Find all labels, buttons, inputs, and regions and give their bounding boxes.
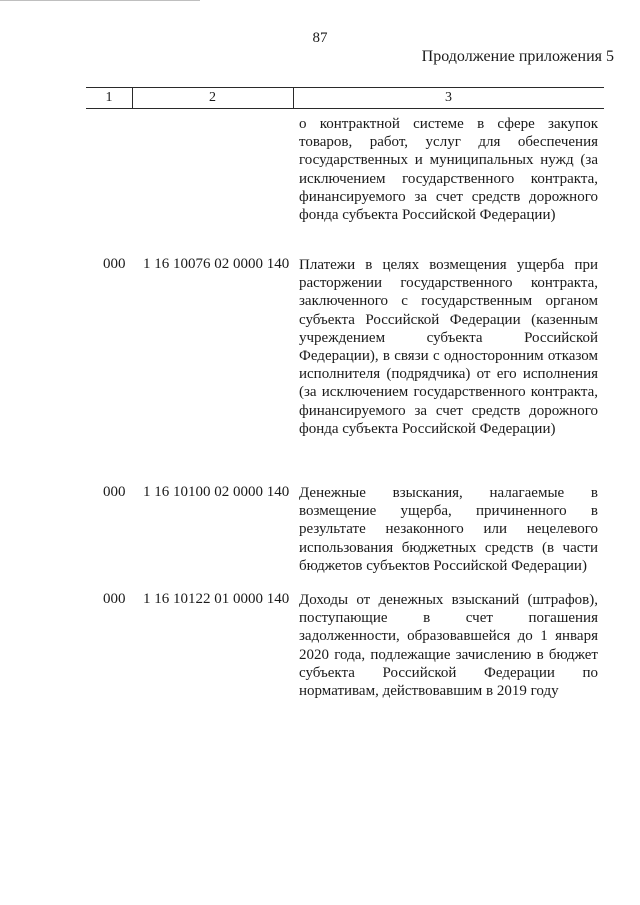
- admin-code: 000: [103, 591, 126, 607]
- column-header-2: 2: [209, 90, 216, 105]
- revenue-description: Доходы от денежных взысканий (штрафов), поступающие в счет погашения задолженности, образовавшейся до 1 января 2020 года, подлежащие зачислению в бюджет субъекта Российской Федерации по нормативам, действовавшим в 2019 году: [299, 592, 598, 700]
- admin-code: 000: [103, 484, 126, 500]
- column-header-3: 3: [445, 90, 452, 105]
- revenue-description: Денежные взыскания, налагаемые в возмещение ущерба, причиненного в результате незаконного или нецелевого использования бюджетных средств (в части бюджетов субъектов Российской Федерации): [299, 485, 598, 574]
- revenue-code: 1 16 10122 01 0000 140: [143, 591, 290, 607]
- continued-description: о контрактной системе в сфере закупок товаров, работ, услуг для обеспечения государственных и муниципальных нужд (за исключением государственного контракта, финансируемого за счет средств дорожного фонда субъекта Российской Федерации): [299, 116, 598, 224]
- revenue-description: Платежи в целях возмещения ущерба при расторжении государственного контракта, заключенного с государственным органом субъекта Российской Федерации (казенным учреждением субъекта Российской Федерации), в связи с односторонним отказом исполнителя (подрядчика) от его исполнения (за исключением государственного контракта, финансируемого за счет средств дорожного фонда субъекта Российской Федерации): [299, 257, 598, 437]
- revenue-code: 1 16 10100 02 0000 140: [143, 484, 290, 500]
- table-header-row: [86, 87, 604, 109]
- appendix-continuation-label: Продолжение приложения 5: [421, 48, 614, 65]
- page-number: 87: [312, 30, 328, 46]
- revenue-code: 1 16 10076 02 0000 140: [143, 256, 290, 272]
- top-border-line: [0, 0, 200, 1]
- admin-code: 000: [103, 256, 126, 272]
- column-header-1: 1: [105, 90, 113, 105]
